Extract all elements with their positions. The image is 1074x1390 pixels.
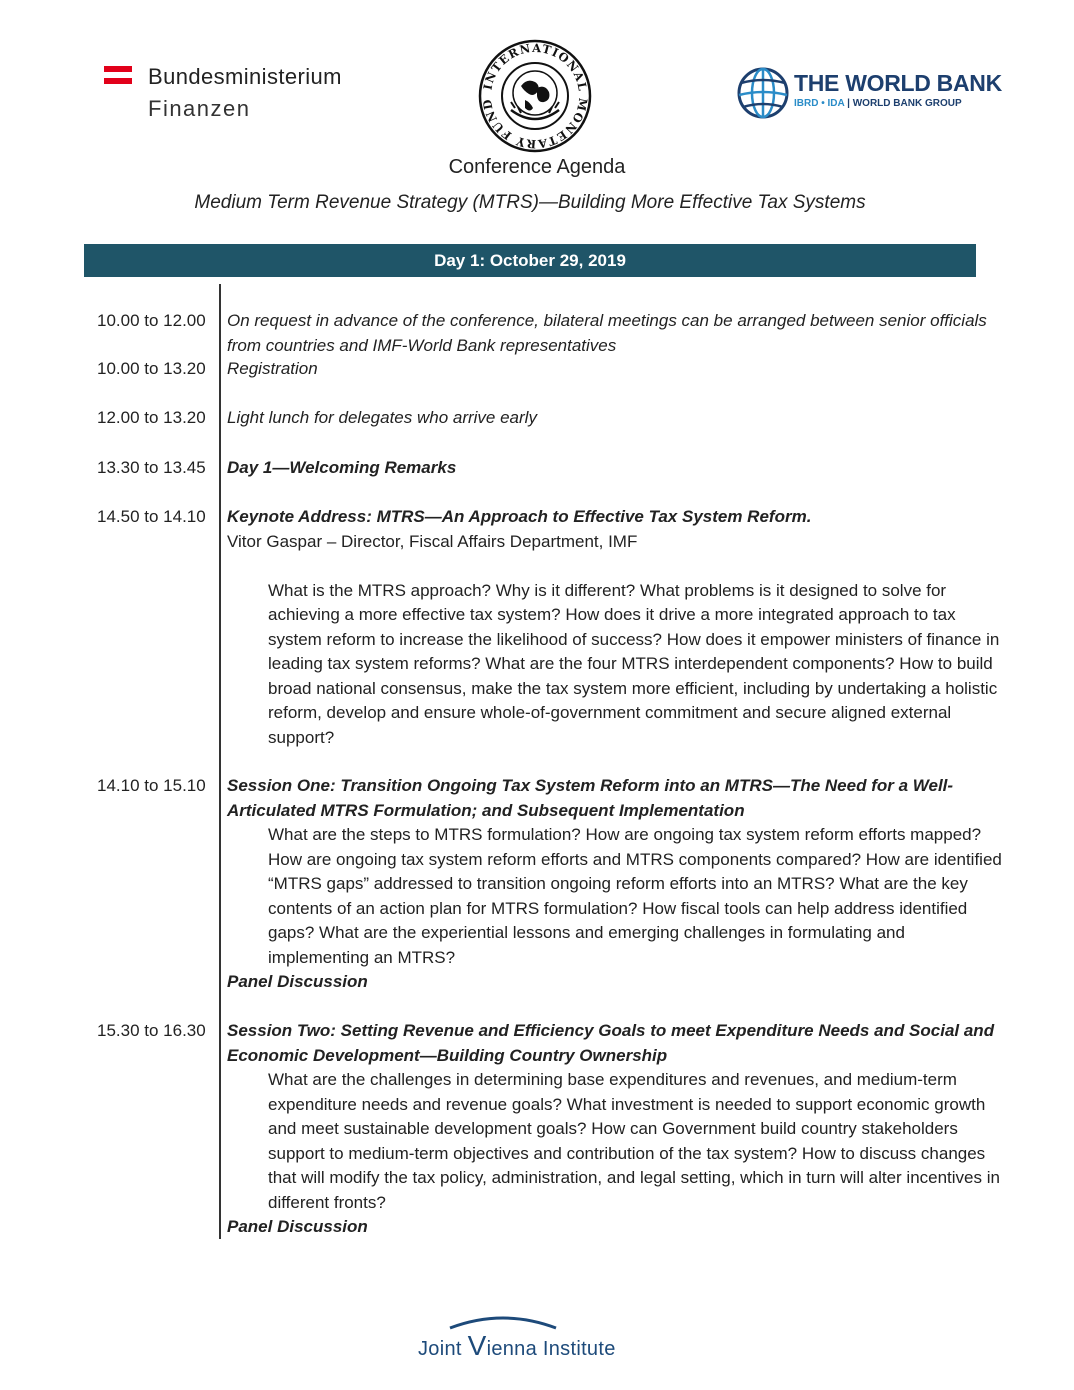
agenda-item-text: On request in advance of the conference, bilateral meetings can be arranged between senior officials from countries and IMF-World Bank representatives — [227, 311, 987, 355]
agenda-item — [227, 1019, 1002, 1240]
world-bank-globe-icon — [736, 64, 790, 122]
austria-flag-icon — [104, 66, 132, 84]
world-bank-title: THE WORLD BANK — [794, 70, 1002, 96]
world-bank-subtitle: IBRD • IDA | WORLD BANK GROUP — [794, 98, 962, 109]
jvi-name: Joint Vienna Institute — [418, 1330, 616, 1361]
agenda-time: 14.10 to 15.10 — [97, 776, 206, 795]
bmf-logo — [104, 62, 394, 122]
world-bank-logo — [736, 62, 1016, 122]
agenda-item — [227, 774, 1002, 995]
agenda-item-title: Session Two: Setting Revenue and Efficiency Goals to meet Expenditure Needs and Social and Economic Development—Building Country Ownership — [227, 1021, 995, 1065]
timeline-divider — [219, 284, 221, 1239]
agenda-item-text: Light lunch for delegates who arrive early — [227, 408, 537, 427]
svg-text:INTERNATIONAL MONETARY FUND: INTERNATIONAL MONETARY FUND — [479, 40, 591, 152]
imf-seal-icon — [477, 38, 593, 154]
agenda-item — [227, 505, 1002, 750]
agenda-time: 12.00 to 13.20 — [97, 408, 206, 427]
bmf-name-line2: Finanzen — [148, 96, 251, 121]
agenda-item-description: What is the MTRS approach? Why is it different? What problems is it designed to solve for achieving a more effective tax system? How does it drive a more integrated approach to tax system reform to increase the likelihood of success? How does it empower ministers of finance in leading tax system reforms? What are the four MTRS interdependent components? How to build broad national consensus, make the tax system more efficient, including by undertaking a holistic reform, develop and ensure whole-of-government commitment and secure aligned external support? — [268, 580, 1000, 747]
bmf-name-line1: Bundesministerium — [148, 64, 342, 89]
agenda-time: 10.00 to 12.00 — [97, 311, 206, 330]
page-subtitle: Medium Term Revenue Strategy (MTRS)—Building More Effective Tax Systems — [194, 192, 866, 213]
agenda-item-description: What are the challenges in determining base expenditures and revenues, and medium-term expenditure needs and revenue goals? What investment is needed to support economic growth and meet sustainable development goals? How can Government build country stakeholders support to medium-term objectives and contribution of the tax system? How to discuss changes that will modify the tax policy, administration, and legal setting, which in turn will alter incentives in different fronts? — [268, 1070, 1000, 1212]
agenda-item-panel: Panel Discussion — [227, 972, 368, 991]
agenda-time: 10.00 to 13.20 — [97, 359, 206, 378]
agenda-time: 13.30 to 13.45 — [97, 458, 206, 477]
jvi-arc-icon — [448, 1314, 558, 1330]
day-banner: Day 1: October 29, 2019 — [84, 244, 976, 277]
agenda-time: 15.30 to 16.30 — [97, 1021, 206, 1040]
agenda-item-speaker: Vitor Gaspar – Director, Fiscal Affairs Department, IMF — [227, 531, 638, 551]
imf-seal — [477, 38, 593, 154]
agenda-item-text: Registration — [227, 359, 318, 378]
page-title: Conference Agenda — [448, 156, 626, 178]
agenda-item-title: Keynote Address: MTRS—An Approach to Effective Tax System Reform. — [227, 507, 812, 526]
agenda-item-title: Day 1—Welcoming Remarks — [227, 458, 457, 477]
agenda-time: 14.50 to 14.10 — [97, 507, 206, 526]
agenda-item-description: What are the steps to MTRS formulation? How are ongoing tax system reform efforts mapped? How are ongoing tax system reform efforts and MTRS components compared? How are identified “MTRS gaps” addressed to transition ongoing reform efforts into an MTRS? What are the key contents of an action plan for MTRS formulation? How fiscal tools can help address identified gaps? What are the experiential lessons and emerging challenges in formulating and implementing an MTRS? — [268, 825, 1002, 967]
jvi-logo — [418, 1312, 658, 1362]
agenda-item-title: Session One: Transition Ongoing Tax System Reform into an MTRS—The Need for a Well-Articulated MTRS Formulation; and Subsequent Implementation — [227, 776, 954, 820]
agenda-item-panel: Panel Discussion — [227, 1217, 368, 1236]
